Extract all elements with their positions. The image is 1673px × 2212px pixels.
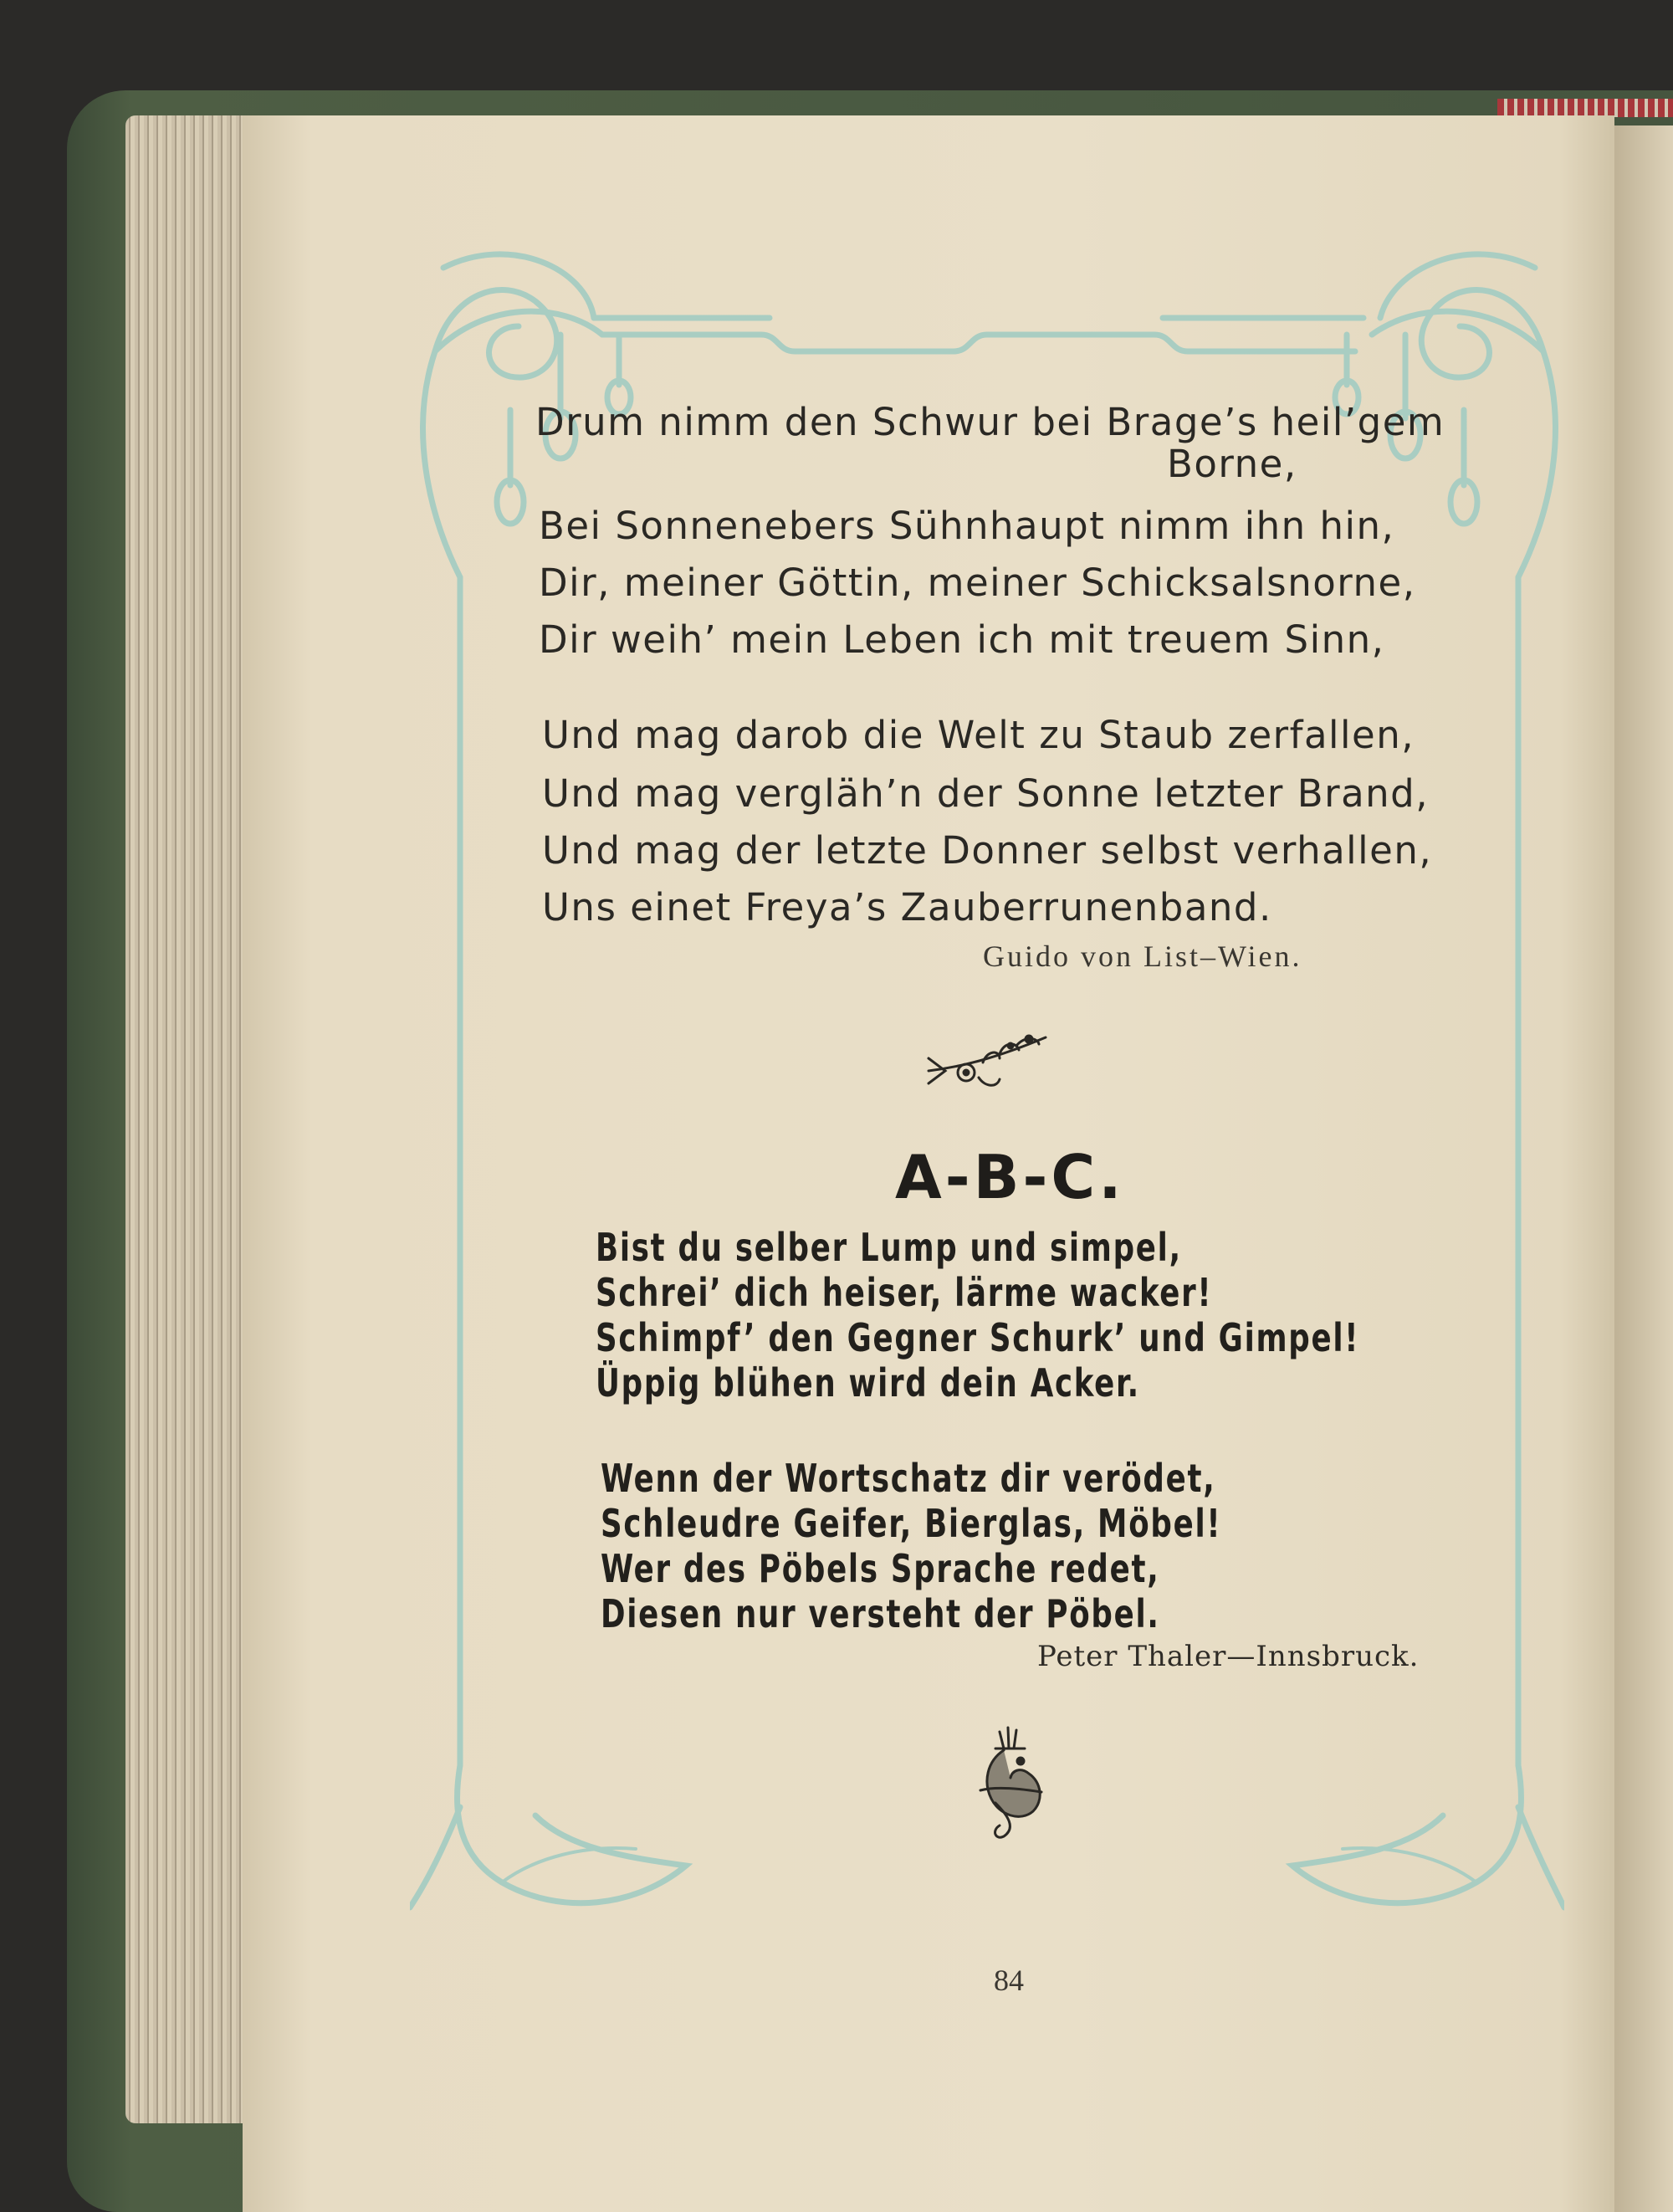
poem1-author: Guido von List–Wien. xyxy=(983,940,1302,973)
poem1-line-3: Dir, meiner Göttin, meiner Schicksalsnorne, xyxy=(539,561,1416,605)
poem2-line-3: Schimpf’ den Gegner Schurk’ und Gimpel! xyxy=(596,1315,1360,1360)
poem1-line-6: Und mag vergläh’n der Sonne letzter Brand, xyxy=(542,771,1430,816)
poem2-line-5: Wenn der Wortschatz dir verödet, xyxy=(601,1456,1216,1501)
poem2-line-4: Üppig blühen wird dein Acker. xyxy=(596,1360,1140,1406)
poem2-line-1: Bist du selber Lump und simpel, xyxy=(596,1225,1182,1270)
facing-page-edge xyxy=(1614,125,1673,2212)
poem1-line-1-cont: Borne, xyxy=(1167,442,1297,486)
poem1-line-8: Uns einet Freya’s Zauberrunenband. xyxy=(542,885,1272,929)
poem2-line-8: Diesen nur versteht der Pöbel. xyxy=(601,1591,1160,1636)
book-headband xyxy=(1497,99,1673,117)
poem2-line-6: Schleudre Geifer, Bierglas, Möbel! xyxy=(601,1501,1222,1546)
poem1-line-2: Bei Sonnenebers Sühnhaupt nimm ihn hin, xyxy=(539,504,1395,548)
poem1-line-1: Drum nimm den Schwur bei Brage’s heil’gem xyxy=(535,400,1445,444)
floral-sprig-ornament-icon xyxy=(920,1021,1054,1100)
poem1-line-4: Dir weih’ mein Leben ich mit treuem Sinn, xyxy=(539,617,1385,662)
poem2-line-7: Wer des Pöbels Sprache redet, xyxy=(601,1546,1160,1591)
poem2-title: A-B-C. xyxy=(895,1142,1125,1212)
bird-vignette-ornament-icon xyxy=(970,1723,1054,1845)
poem1-line-7: Und mag der letzte Donner selbst verhallen, xyxy=(542,828,1433,873)
poem2-line-2: Schrei’ dich heiser, lärme wacker! xyxy=(596,1270,1213,1315)
poem1-line-5: Und mag darob die Welt zu Staub zerfallen, xyxy=(542,713,1415,757)
poem2-author: Peter Thaler—Innsbruck. xyxy=(1037,1640,1420,1673)
page-number: 84 xyxy=(994,1964,1024,1997)
